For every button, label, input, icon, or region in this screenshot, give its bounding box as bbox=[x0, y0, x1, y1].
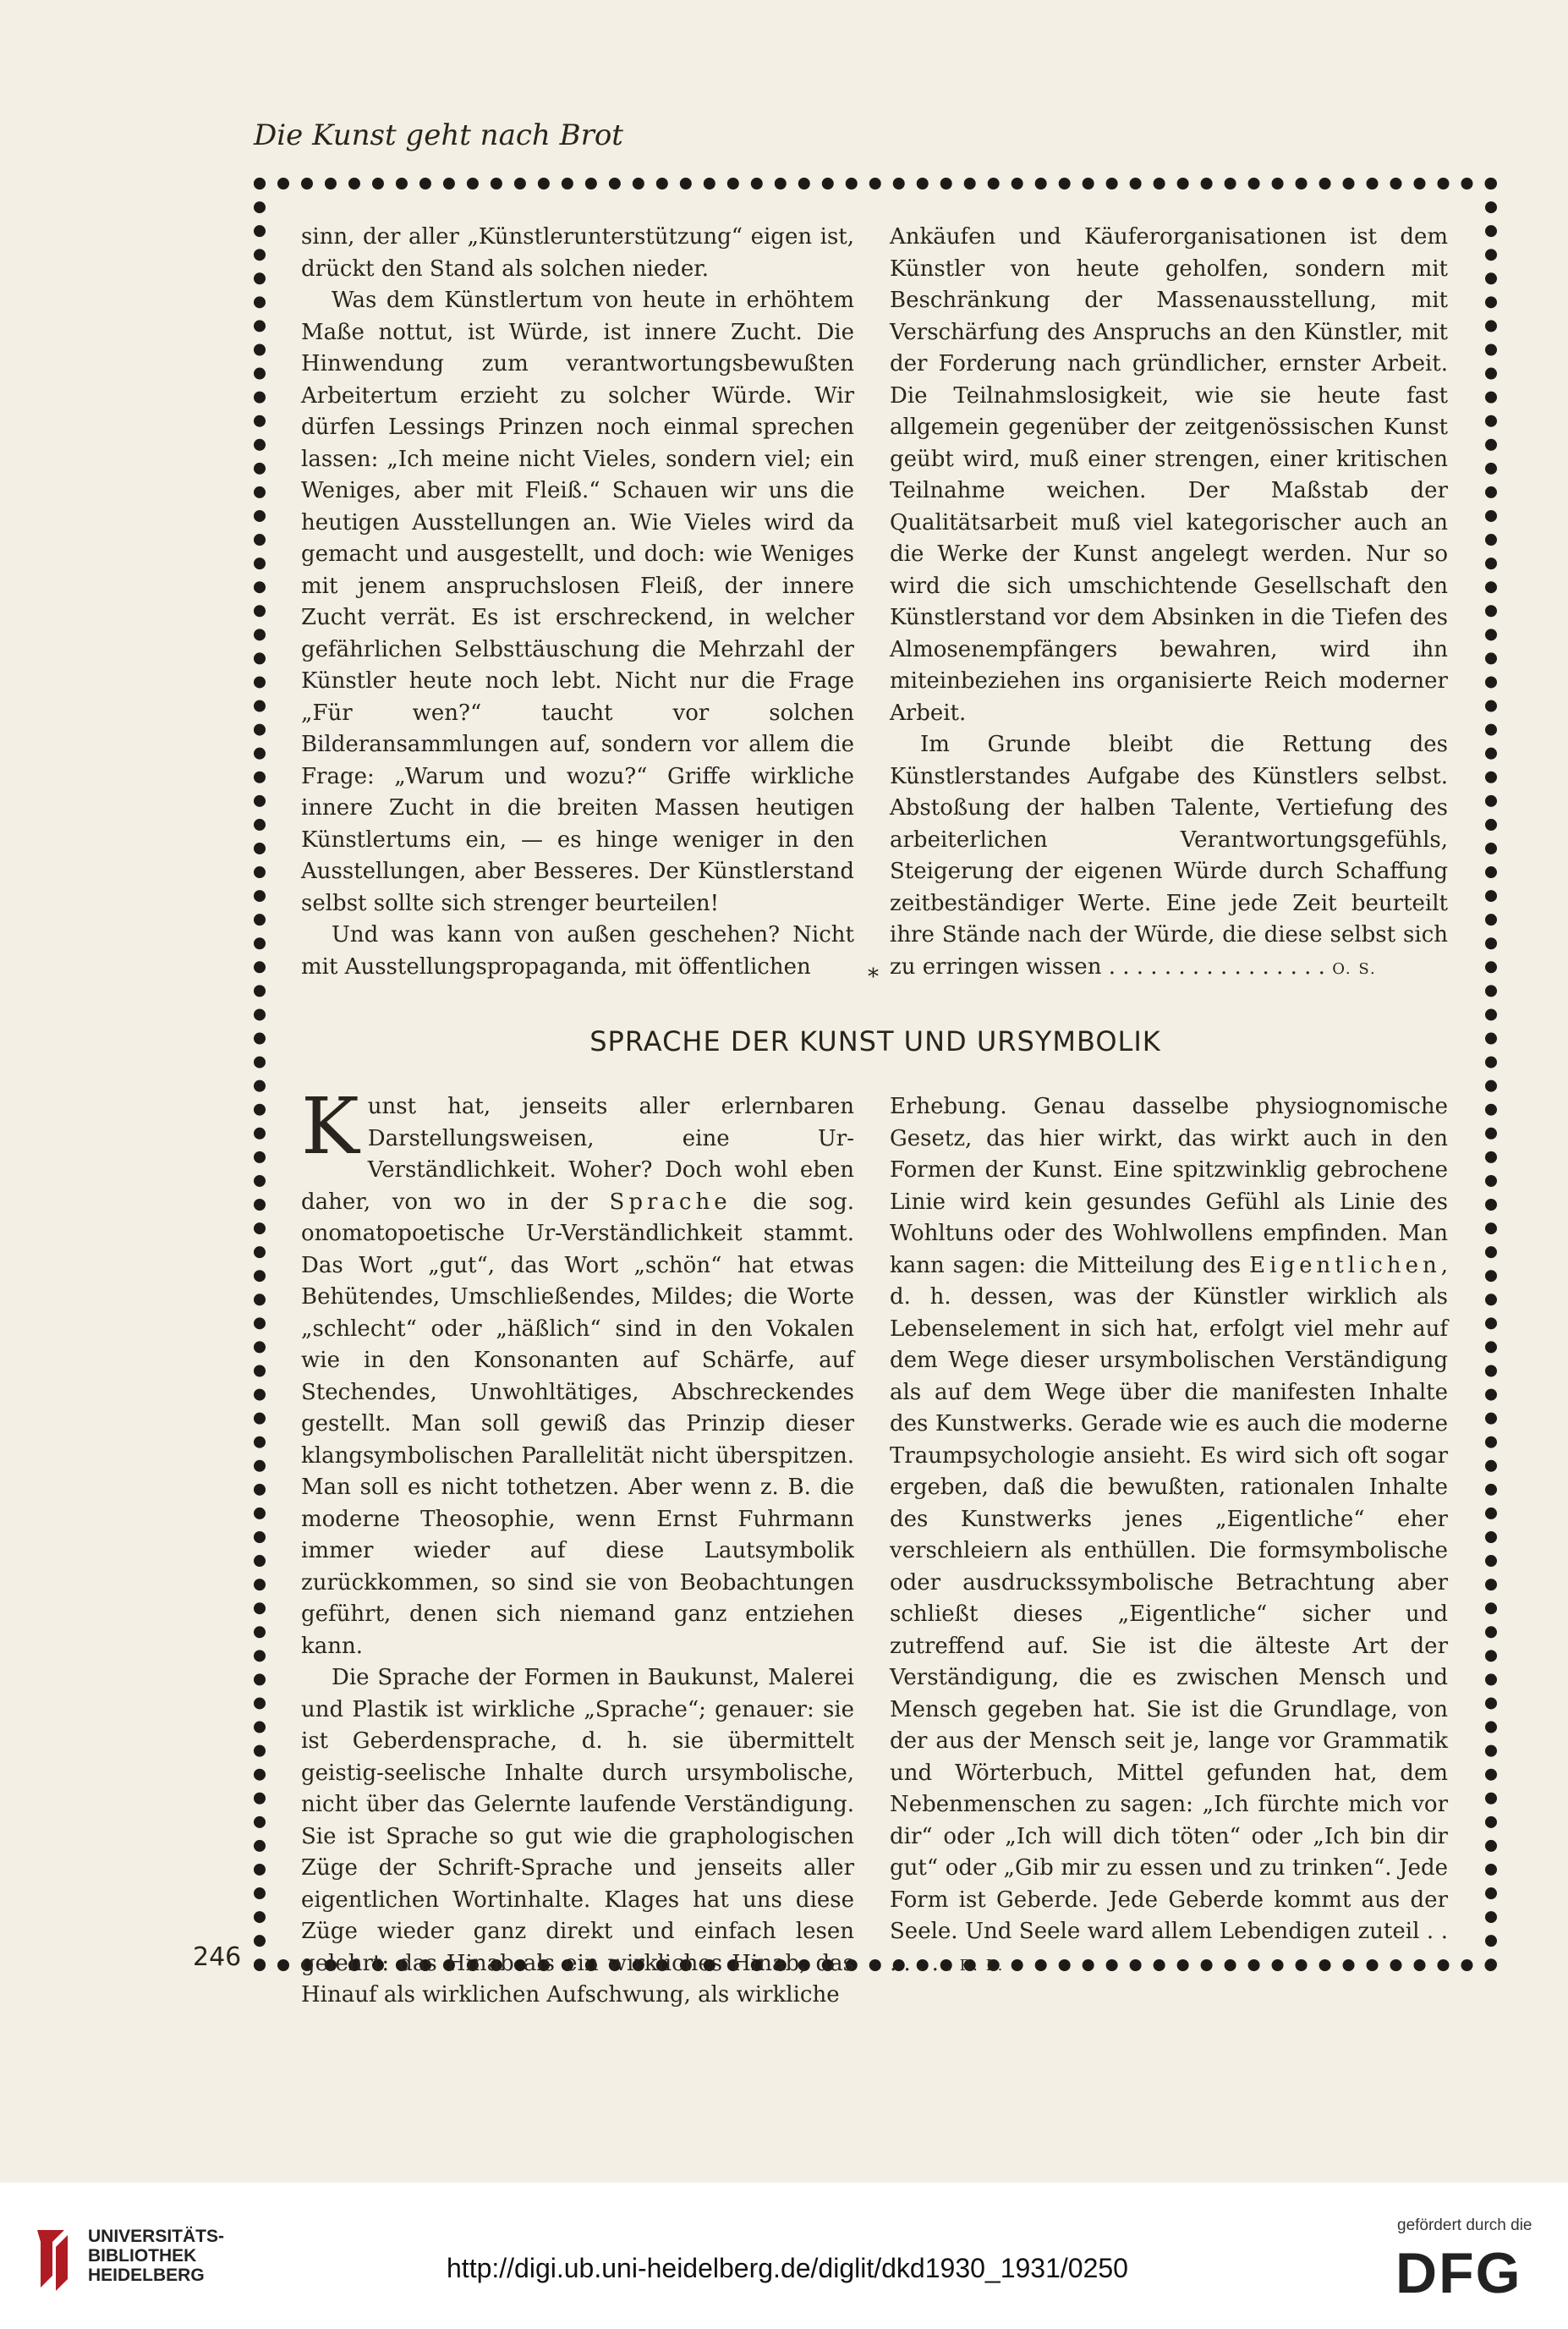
paragraph: Kunst hat, jenseits aller erlernbaren Darstellungsweisen, eine Ur-Verständlichkeit. Woher? Doch wohl eben daher, von wo in der Sprache die sog. onomatopoetische Ur-Verständlichkeit stammt. Das Wort „gut“, das Wort „schön“ hat etwas Behütendes, Umschließendes, Mildes; die Worte „schlecht“ oder „häßlich“ sind in den Vokalen wie in den Konsonanten auf Schärfe, auf Stechendes, Unwohltätiges, Abschreckendes gestellt. Man soll gewiß das Prinzip dieser klangsymbolischen Parallelität nicht überspitzen. Man soll es nicht tothetzen. Aber wenn z. B. die moderne Theosophie, wenn Ernst Fuhrmann immer wieder auf diese Lautsymbolik zurückkommen, so sind sie von Beobachtungen geführt, denen sich niemand ganz entziehen kann. bbox=[301, 1081, 854, 1659]
article2-left-column bbox=[301, 1081, 854, 2012]
leader-dots: . . . . . . . . . . . . . . . . bbox=[1101, 953, 1333, 980]
article1-left-column bbox=[301, 222, 854, 983]
permalink-url[interactable]: http://digi.ub.uni-heidelberg.de/diglit/dkd1930_1931/0250 bbox=[447, 2253, 1128, 2283]
paragraph: sinn, der aller „Künstlerunterstützung“ eigen ist, drückt den Stand als solchen nieder. bbox=[301, 224, 854, 282]
leader-dots: . . . . . . . bbox=[890, 1919, 1448, 1976]
paragraph: Die Sprache der Formen in Baukunst, Malerei und Plastik ist wirkliche „Sprache“; genauer: sie ist Geberdensprache, d. h. sie übermittelt geistig-seelische Inhalte durch ursymbolische, nicht über das Gelernte laufende Verständigung. Sie ist Sprache so gut wie die graphologischen Züge der Schrift-Sprache und jenseits aller eigentlichen Wortinhalte. Klages hat uns diese Züge wieder ganz direkt und einfach lesen gelehrt: das Hinab als ein wirkliches Hinab, das Hinauf als wirklichen Aufschwung, als wirkliche bbox=[301, 1665, 854, 2008]
article-title: SPRACHE DER KUNST UND URSYMBOLIK bbox=[589, 1025, 1161, 1057]
author-signature: R. L. bbox=[959, 1956, 1005, 1975]
article1-right-column bbox=[890, 222, 1448, 985]
paragraph: Erhebung. Genau dasselbe physiognomische Gesetz, das hier wirkt, das wirkt auch in den Formen der Kunst. Eine spitzwinklig gebrochene Linie wird kein gesundes Gefühl als Linie des Wohltuns oder des Wohlwollens empfinden. Man kann sagen: die Mitteilung des Eigentlichen, d. h. dessen, was der Künstler wirklich als Lebenselement in sich hat, erfolgt viel mehr auf dem Wege dieser ursymbolischen Verständigung als auf dem Wege über die manifesten Inhalte des Kunstwerks. Gerade wie es auch die moderne Traumpsychologie ansieht. Es wird sich oft sogar ergeben, daß die bewußten, rationalen Inhalte des Kunstwerks jenes „Eigentliche“ eher verschleiern als enthüllen. Die formsymbolische oder ausdruckssymbolische Betrachtung aber schließt dieses „Eigentliche“ sicher und zutreffend auf. Sie ist die älteste Art der Verständigung, die es zwischen Mensch und Mensch gegeben hat. Sie ist die Grundlage, von der aus der Mensch seit je, lange vor Grammatik und Wörterbuch, Mittel gefunden hat, dem Nebenmenschen zu sagen: „Ich fürchte mich vor dir“ oder „Ich will dich töten“ oder „Ich bin dir gut“ oder „Gib mir zu essen und zu trinken“. Jede Form ist Geberde. Jede Geberde kommt aus der Seele. Und Seele ward allem Lebendigen zuteil . . . . . . . R. L. bbox=[890, 1094, 1448, 1976]
paragraph: Und was kann von außen geschehen? Nicht mit Ausstellungspropaganda, mit öffentlichen bbox=[301, 922, 854, 980]
running-head: Die Kunst geht nach Brot bbox=[254, 118, 623, 152]
funder-label: gefördert durch die bbox=[1397, 2216, 1532, 2234]
author-signature: O. S. bbox=[1332, 959, 1377, 978]
paragraph: Ankäufen und Käuferorganisationen ist dem Künstler von heute geholfen, sondern mit Beschränkung der Massenausstellung, mit Verschärfung des Anspruchs an den Künstler, mit der Forderung nach gründlicher, ernster Arbeit. Die Teilnahmslosigkeit, wie sie heute fast allgemein gegenüber der zeitgenössischen Kunst geübt wird, muß einer strengen, einer kritischen Teilnahme weichen. Der Maßstab der Qualitätsarbeit muß viel kategorischer auch an die Werke der Kunst angelegt werden. Nur so wird die sich umschichtende Gesellschaft den Künstlerstand vor dem Absinken in die Tiefen des Almosenempfängers bewahren, wird ihn miteinbeziehen ins organisierte Reich moderner Arbeit. bbox=[890, 224, 1448, 726]
drop-cap: K bbox=[301, 1081, 359, 1172]
article2-right-column bbox=[890, 1091, 1448, 1981]
university-library-logo-icon bbox=[34, 2225, 71, 2293]
page-number: 246 bbox=[193, 1942, 242, 1972]
digitization-footer bbox=[0, 2183, 1568, 2329]
paragraph: Im Grunde bleibt die Rettung des Künstlerstandes Aufgabe des Künstlers selbst. Abstoßung der halben Talente, Vertiefung des arbeiterlichen Verantwortungsgefühls, Steigerung der eigenen Würde durch Schaffung zeitbeständiger Werte. Eine jede Zeit beurteilt ihre Stände nach der Würde, die diese selbst sich zu erringen wissen . . . . . . . . . . . . . . . . O. S. bbox=[890, 732, 1448, 980]
section-separator: * bbox=[868, 964, 879, 990]
library-name: UNIVERSITÄTS- BIBLIOTHEK HEIDELBERG bbox=[88, 2227, 225, 2285]
paragraph: Was dem Künstlertum von heute in erhöhtem Maße nottut, ist Würde, ist innere Zucht. Die Hinwendung zum verantwortungsbewußten Arbeitertum erzieht zu solcher Würde. Wir dürfen Lessings Prinzen noch einmal sprechen lassen: „Ich meine nicht Vieles, sondern viel; ein Weniges, aber mit Fleiß.“ Schauen wir uns die heutigen Ausstellungen an. Wie Vieles wird da gemacht und ausgestellt, und doch: wie Weniges mit jenem anspruchslosen Fleiß, der innere Zucht verrät. Es ist erschreckend, in welcher gefährlichen Selbsttäuschung die Mehrzahl der Künstler heute noch lebt. Nicht nur die Frage „Für wen?“ taucht vor solchen Bilderansammlungen auf, sondern vor allem die Frage: „Warum und wozu?“ Griffe wirkliche innere Zucht in die breiten Massen heutigen Künstlertums ein, — es hinge weniger in den Ausstellungen, aber Besseres. Der Künstlerstand selbst sollte sich strenger beurteilen! bbox=[301, 288, 854, 916]
dfg-logo: DFG bbox=[1395, 2241, 1522, 2305]
